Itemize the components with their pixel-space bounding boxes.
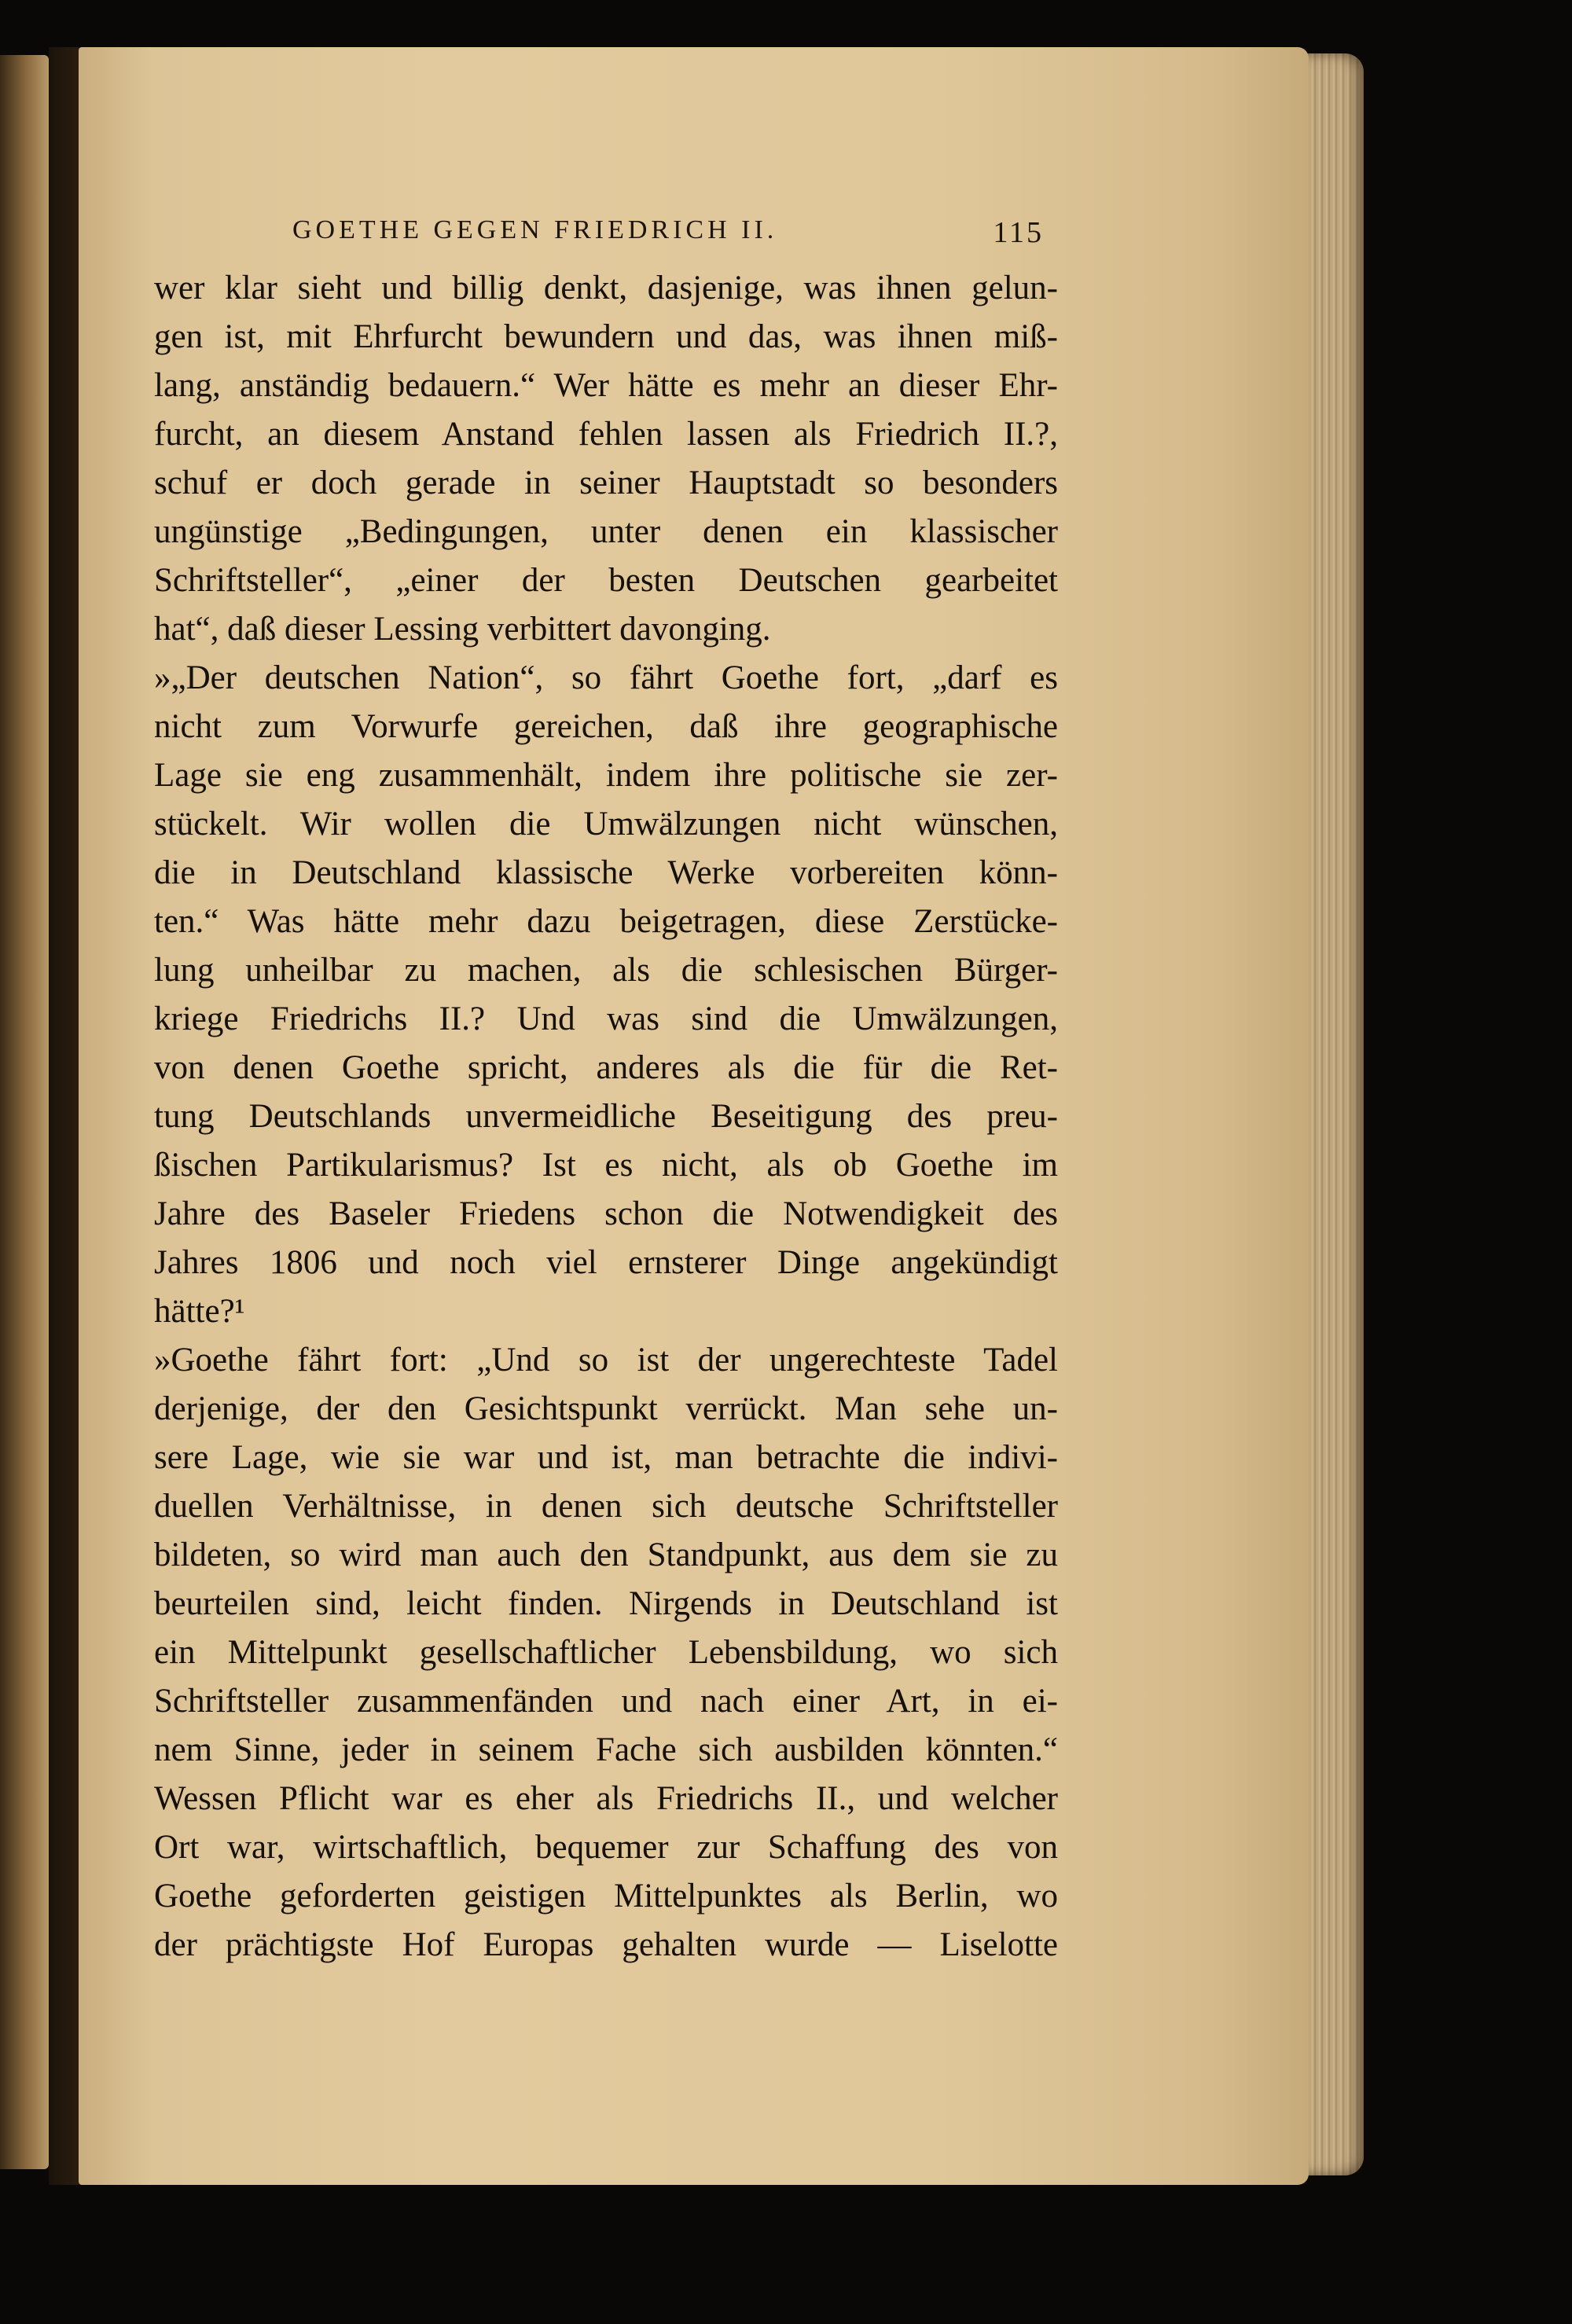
text-line: »Goethe fährt fort: „Und so ist der ungerechteste Tadel: [154, 1342, 1058, 1379]
text-line: »„Der deutschen Nation“, so fährt Goethe fort, „darf es: [154, 659, 1058, 696]
text-line: Goethe geforderten geistigen Mittelpunktes als Berlin, wo: [154, 1878, 1058, 1915]
text-line: Ort war, wirtschaftlich, bequemer zur Schaffung des von: [154, 1829, 1058, 1866]
text-line: schuf er doch gerade in seiner Hauptstadt so besonders: [154, 464, 1058, 501]
page-number: 115: [993, 216, 1044, 249]
text-line: ßischen Partikularismus? Ist es nicht, als ob Goethe im: [154, 1147, 1058, 1184]
text-line: hat“, daß dieser Lessing verbittert davonging.: [154, 611, 771, 648]
text-line: duellen Verhältnisse, in denen sich deutsche Schriftsteller: [154, 1488, 1058, 1525]
text-line: von denen Goethe spricht, anderes als die für die Ret-: [154, 1049, 1058, 1086]
text-line: bildeten, so wird man auch den Standpunkt, aus dem sie zu: [154, 1536, 1058, 1573]
text-line: stückelt. Wir wollen die Umwälzungen nicht wünschen,: [154, 806, 1058, 843]
book-gutter: [49, 47, 79, 2185]
text-line: ungünstige „Bedingungen, unter denen ein klassischer: [154, 513, 1058, 550]
text-line: hätte?¹: [154, 1293, 245, 1330]
text-line: Schriftsteller“, „einer der besten Deutschen gearbeitet: [154, 562, 1058, 599]
text-line: nicht zum Vorwurfe gereichen, daß ihre geographische: [154, 708, 1058, 745]
text-line: Jahres 1806 und noch viel ernsterer Dinge angekündigt: [154, 1244, 1058, 1281]
text-line: beurteilen sind, leicht finden. Nirgends in Deutschland ist: [154, 1585, 1058, 1622]
text-line: furcht, an diesem Anstand fehlen lassen als Friedrich II.?,: [154, 416, 1058, 453]
running-head-title: GOETHE GEGEN FRIEDRICH II.: [292, 215, 778, 244]
body-text: [154, 264, 1058, 1970]
text-line: Lage sie eng zusammenhält, indem ihre politische sie zer-: [154, 757, 1058, 794]
running-head: [292, 215, 1044, 263]
text-line: ein Mittelpunkt gesellschaftlicher Lebensbildung, wo sich: [154, 1634, 1058, 1671]
left-page-edge: [0, 55, 49, 2169]
text-line: tung Deutschlands unvermeidliche Beseitigung des preu-: [154, 1098, 1058, 1135]
text-line: die in Deutschland klassische Werke vorbereiten könn-: [154, 854, 1058, 891]
text-line: Jahre des Baseler Friedens schon die Notwendigkeit des: [154, 1195, 1058, 1232]
text-line: lang, anständig bedauern.“ Wer hätte es mehr an dieser Ehr-: [154, 367, 1058, 404]
text-line: kriege Friedrichs II.? Und was sind die Umwälzungen,: [154, 1000, 1058, 1037]
text-line: derjenige, der den Gesichtspunkt verrückt. Man sehe un-: [154, 1390, 1058, 1427]
text-line: sere Lage, wie sie war und ist, man betrachte die indivi-: [154, 1439, 1058, 1476]
text-line: Wessen Pflicht war es eher als Friedrichs II., und welcher: [154, 1780, 1058, 1817]
text-line: nem Sinne, jeder in seinem Fache sich ausbilden könnten.“: [154, 1731, 1058, 1768]
text-line: Schriftsteller zusammenfänden und nach einer Art, in ei-: [154, 1683, 1058, 1720]
text-line: lung unheilbar zu machen, als die schlesischen Bürger-: [154, 952, 1058, 989]
text-line: der prächtigste Hof Europas gehalten wurde — Liselotte: [154, 1926, 1058, 1963]
text-line: ten.“ Was hätte mehr dazu beigetragen, diese Zerstücke-: [154, 903, 1058, 940]
text-line: gen ist, mit Ehrfurcht bewundern und das, was ihnen miß-: [154, 318, 1058, 355]
text-line: wer klar sieht und billig denkt, dasjenige, was ihnen gelun-: [154, 270, 1058, 307]
